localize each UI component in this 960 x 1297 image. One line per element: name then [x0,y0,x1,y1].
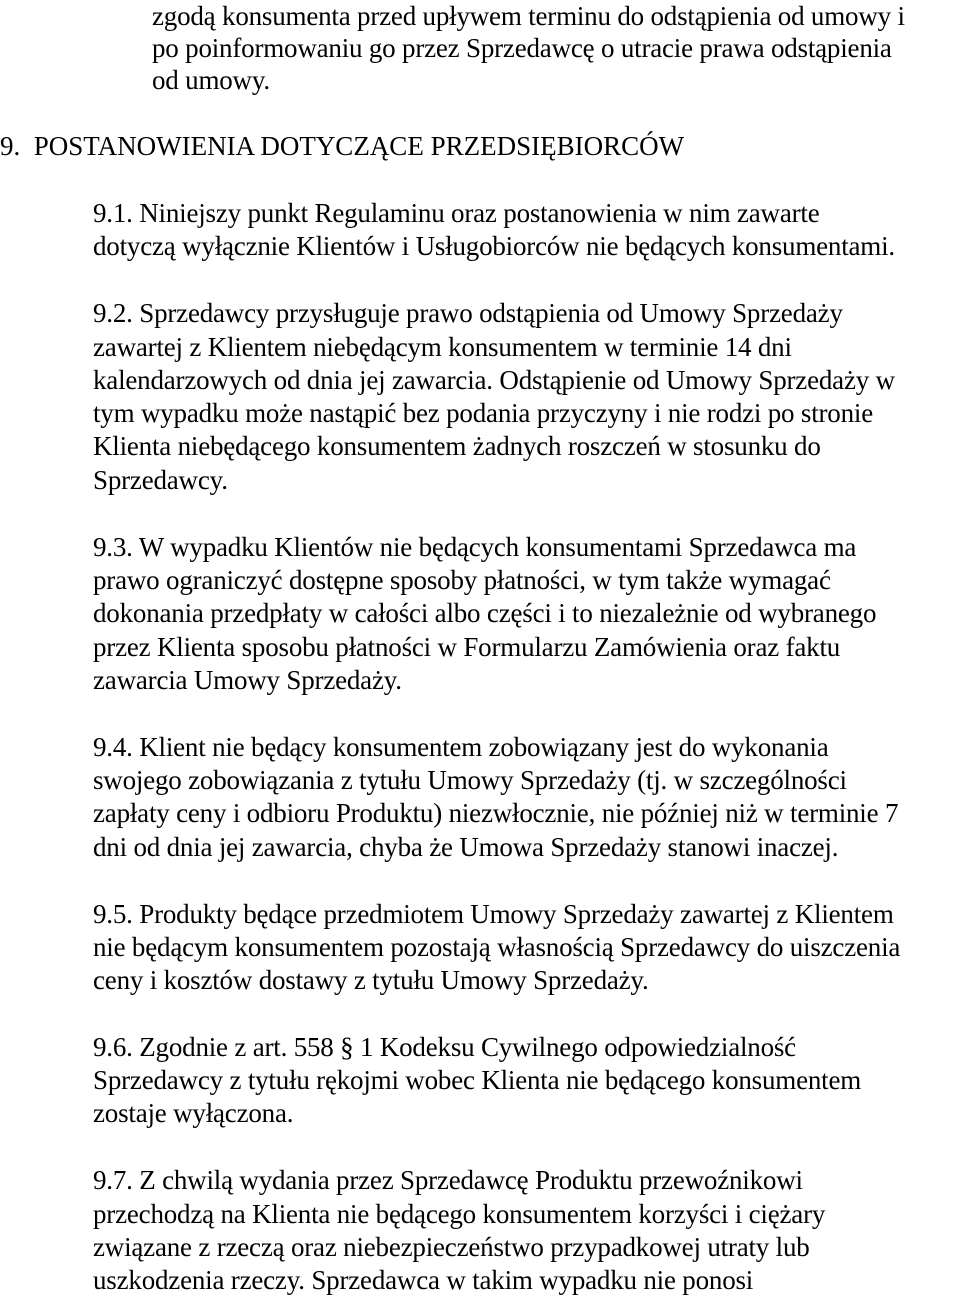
text-line: dni od dnia jej zawarcia, chyba że Umowa Sprzedaży stanowi inaczej. [93,832,839,862]
text-line: przechodzą na Klienta nie będącego konsumentem korzyści i ciężary [93,1199,826,1229]
text-line: po poinformowaniu go przez Sprzedawcę o utracie prawa odstąpienia [152,33,892,63]
text-line: zostaje wyłączona. [93,1098,294,1128]
text-line: swojego zobowiązania z tytułu Umowy Sprzedaży (tj. w szczególności [93,765,847,795]
text-line: zawarcia Umowy Sprzedaży. [93,665,402,695]
text-line: zapłaty ceny i odbioru Produktu) niezwłocznie, nie później niż w terminie 7 [93,798,899,828]
text-line: Sprzedawcy. [93,465,228,495]
text-line: kalendarzowych od dnia jej zawarcia. Odstąpienie od Umowy Sprzedaży w [93,365,895,395]
text-line: prawo ograniczyć dostępne sposoby płatności, w tym także wymagać [93,565,831,595]
text-line: 9.7. Z chwilą wydania przez Sprzedawcę Produktu przewoźnikowi [93,1165,803,1195]
text-line: przez Klienta sposobu płatności w Formularzu Zamówienia oraz faktu [93,632,841,662]
text-line: dotyczą wyłącznie Klientów i Usługobiorców nie będących konsumentami. [93,231,895,261]
text-line: 9.6. Zgodnie z art. 558 § 1 Kodeksu Cywilnego odpowiedzialność [93,1032,796,1062]
text-line: zawartej z Klientem niebędącym konsumentem w terminie 14 dni [93,332,792,362]
text-line: związane z rzeczą oraz niebezpieczeństwo przypadkowej utraty lub [93,1232,810,1262]
text-line: 9.5. Produkty będące przedmiotem Umowy Sprzedaży zawartej z Klientem [93,899,894,929]
text-line: nie będącym konsumentem pozostają własnością Sprzedawcy do uiszczenia [93,932,901,962]
text-line: tym wypadku może nastąpić bez podania przyczyny i nie rodzi po stronie [93,398,873,428]
text-line: 9.2. Sprzedawcy przysługuje prawo odstąpienia od Umowy Sprzedaży [93,298,843,328]
text-line: od umowy. [152,65,270,95]
text-line: 9.1. Niniejszy punkt Regulaminu oraz postanowienia w nim zawarte [93,198,820,228]
text-line: uszkodzenia rzeczy. Sprzedawca w takim wypadku nie ponosi [93,1265,754,1295]
text-line: dokonania przedpłaty w całości albo części i to niezależnie od wybranego [93,598,877,628]
text-line: zgodą konsumenta przed upływem terminu do odstąpienia od umowy i [152,1,905,31]
text-line: ceny i kosztów dostawy z tytułu Umowy Sprzedaży. [93,965,649,995]
text-line: 9.4. Klient nie będący konsumentem zobowiązany jest do wykonania [93,732,829,762]
section-heading: 9. POSTANOWIENIA DOTYCZĄCE PRZEDSIĘBIORCÓW [0,131,685,161]
text-line: Sprzedawcy z tytułu rękojmi wobec Klienta nie będącego konsumentem [93,1065,862,1095]
text-line: 9.3. W wypadku Klientów nie będących konsumentami Sprzedawca ma [93,532,857,562]
text-line: Klienta niebędącego konsumentem żadnych roszczeń w stosunku do [93,431,821,461]
